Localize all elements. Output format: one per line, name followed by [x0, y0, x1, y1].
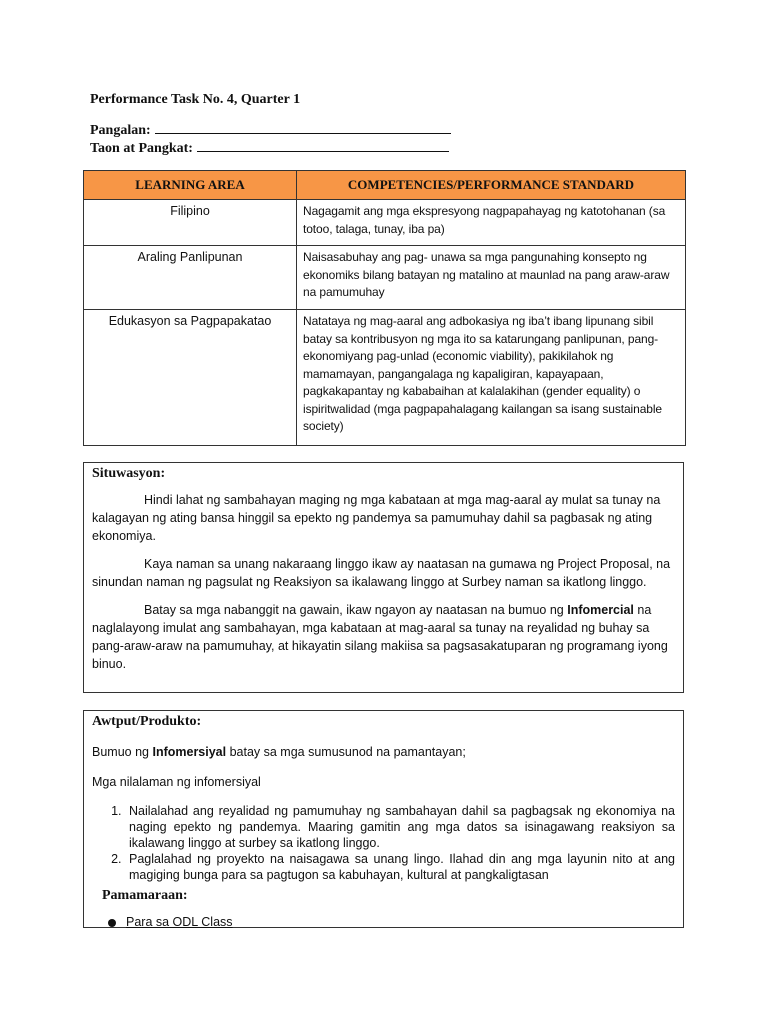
list-item: 1. Nailalahad ang reyalidad ng pamumuhay ng sambahayan dahil sa pagbagsak ng ekonomiya na naging epekto ng pandemya. Maaring gamitin ang mga datos sa isinagawang reaksiyon sa ikalawang linggo at surbey sa ikatlong linggo.: [125, 803, 675, 851]
content-list: [92, 803, 675, 883]
list-item: 2. Paglalahad ng proyekto na naisagawa sa unang lingo. Ilahad din ang mga layunin nito at ang magiging bunga para sa pagtugon sa kabuhayan, kultural at pangkaligtasan: [125, 851, 675, 883]
competency-cell: Natataya ng mag-aaral ang adbokasiya ng iba’t ibang lipunang sibil batay sa kontribusyon ng mga ito sa katarungang panlipunan, pang-ekonomiyang pag-unlad (economic viability), pakikilahok ng mamamayan, pangangalaga ng kapaligiran, kapayapaan, pagkakapantay ng kababaihan at kalalakihan (gender equality) o ispiritwalidad (mga pagpapahalagang kailangan sa isang sustainable society): [297, 310, 686, 446]
output-heading: Awtput/Produkto:: [92, 714, 202, 729]
bullet-dot-icon: [108, 919, 116, 927]
section-field: [90, 139, 449, 157]
name-field: [90, 121, 451, 139]
table-row: [84, 310, 686, 446]
name-label: Pangalan:: [90, 123, 151, 138]
odl-class-label: Para sa ODL Class: [126, 915, 233, 929]
section-label: Taon at Pangkat:: [90, 141, 193, 156]
header-learning-area: LEARNING AREA: [84, 171, 297, 200]
competency-cell: Nagagamit ang mga ekspresyong nagpapahayag ng katotohanan (sa totoo, talaga, tunay, iba pa): [297, 200, 686, 246]
output-box: [83, 710, 684, 928]
name-blank-line: [155, 121, 451, 134]
situation-paragraph-3: [92, 601, 675, 673]
situation-heading: Situwasyon:: [92, 466, 166, 481]
header-competencies: COMPETENCIES/PERFORMANCE STANDARD: [297, 171, 686, 200]
learning-area-cell: Filipino: [84, 200, 297, 246]
situation-p3-rest: na naglalayong imulat ang sambahayan, mga kabataan at mag-aaral sa tunay na reyalidad ng buhay sa pang-araw-araw na pamumuhay, at hikayatin silang makiisa sa pagsasakatuparan ng programang iyong binuo.: [92, 603, 668, 671]
table-header-row: [84, 171, 686, 200]
situation-paragraph-2: Kaya naman sa unang nakaraang linggo ikaw ay naatasan na gumawa ng Project Proposal, na sinundan naman ng pagsulat ng Reaksiyon sa ikalawang linggo at Surbey naman sa ikatlong linggo.: [92, 557, 671, 589]
output-instruction-text: Bumuo ng: [92, 745, 153, 759]
situation-p3-text: Batay sa mga nabanggit na gawain, ikaw ngayon ay naatasan na bumuo ng: [144, 603, 568, 617]
learning-area-cell: Araling Panlipunan: [84, 246, 297, 310]
learning-area-cell: Edukasyon sa Pagpapakatao: [84, 310, 297, 446]
content-label: Mga nilalaman ng infomersiyal: [92, 775, 261, 789]
page-title: Performance Task No. 4, Quarter 1: [90, 92, 301, 107]
table-row: [84, 200, 686, 246]
situation-box: [83, 462, 684, 693]
infomercial-term: Infomercial: [567, 603, 634, 617]
output-instruction: [92, 743, 675, 761]
infomersiyal-term: Infomersiyal: [152, 745, 227, 759]
table-row: [84, 246, 686, 310]
competency-table: [83, 170, 686, 446]
competency-cell: Naisasabuhay ang pag- unawa sa mga pangunahing konsepto ng ekonomiks bilang batayan ng matalino at maunlad na pang araw-araw na pamumuhay: [297, 246, 686, 310]
procedure-heading: Pamamaraan:: [102, 888, 188, 903]
output-instruction-rest: batay sa mga sumusunod na pamantayan;: [226, 745, 466, 759]
bullet-item: [108, 913, 675, 931]
situation-paragraph-1: Hindi lahat ng sambahayan maging ng mga kabataan at mga mag-aaral ay mulat sa tunay na kalagayan ng ating bansa hinggil sa epekto ng pandemya sa pamumuhay dahil sa pagbasak ng ating ekonomiya.: [92, 493, 661, 543]
section-blank-line: [197, 139, 449, 152]
